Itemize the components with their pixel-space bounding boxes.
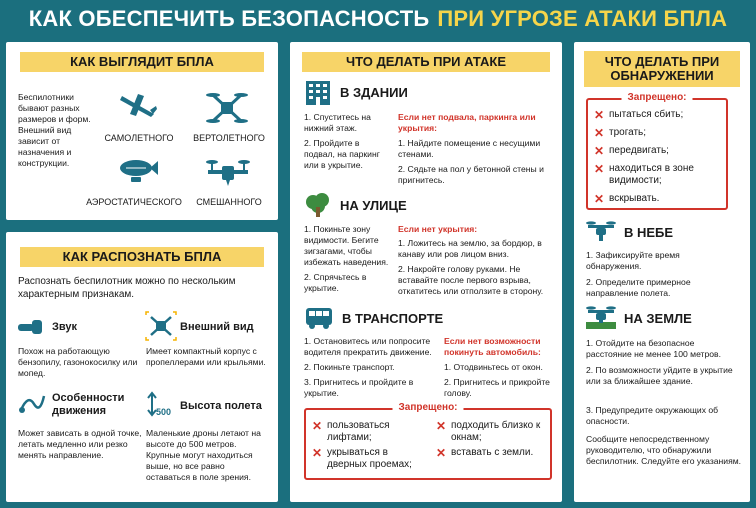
type-mixed: СМЕШАННОГО <box>196 197 262 207</box>
sound-text: Похож на работающую бензопилу, газонокосилку или мопед. <box>18 346 138 378</box>
building-step-1: 1. Спуститесь на нижний этаж. <box>304 112 371 133</box>
detect-forbidden-title: Запрещено: <box>621 92 692 103</box>
transport-title: В ТРАНСПОРТЕ <box>342 311 444 326</box>
cross-icon: ✕ <box>594 144 605 158</box>
detect-forbidden-item: ✕ трогать; <box>594 126 647 140</box>
detect-forbidden-item: ✕ передвигать; <box>594 144 669 158</box>
detect-header: ЧТО ДЕЛАТЬ ПРИ ОБНАРУЖЕНИИ <box>584 51 740 87</box>
building-alt-2: 2. Сядьте на пол у бетонной стены и пригнитесь. <box>398 164 544 185</box>
attack-forbidden-title: Запрещено: <box>392 402 463 413</box>
attack-forbidden-item: ✕ укрываться в дверных проемах; <box>312 446 412 470</box>
transport-alt-1: 1. Отодвиньтесь от окон. <box>444 362 543 372</box>
chainsaw-icon <box>18 317 44 337</box>
bus-icon <box>304 306 334 330</box>
detect-forbidden-item: ✕ вскрывать. <box>594 192 660 206</box>
sound-title: Звук <box>52 321 78 333</box>
transport-step-1: 1. Остановитесь или попросите водителя прекратить движение. <box>304 336 432 357</box>
transport-alt-2: 2. Пригнитесь и прикройте голову. <box>444 377 550 398</box>
street-step-2: 2. Спрячьтесь в укрытие. <box>304 272 367 293</box>
type-fixed-wing: САМОЛЕТНОГО <box>104 133 174 143</box>
ground-title: НА ЗЕМЛЕ <box>624 311 692 326</box>
recognize-intro: Распознать беспилотник можно по нескольким характерным признакам. <box>18 276 236 300</box>
title-yellow: ПРИ УГРОЗЕ АТАКИ БПЛА <box>437 6 728 31</box>
building-icon <box>304 79 332 105</box>
height-icon-value: 500 <box>156 407 172 417</box>
street-alt-2: 2. Накройте голову руками. Не вставайте после первого взрыва, откатитесь или отползите в сторону. <box>398 264 544 296</box>
building-title: В ЗДАНИИ <box>340 85 408 100</box>
hybrid-drone-icon <box>206 156 250 188</box>
ground-step-3: 3. Предупредите окружающих об опасности. <box>586 405 719 426</box>
page-title <box>0 0 756 38</box>
look-header: КАК ВЫГЛЯДИТ БПЛА <box>20 52 264 72</box>
detect-forbidden-item: ✕ пытаться сбить; <box>594 108 684 122</box>
cross-icon: ✕ <box>594 108 605 122</box>
cross-icon: ✕ <box>436 419 447 433</box>
type-helicopter: ВЕРТОЛЕТНОГО <box>193 133 265 143</box>
sky-drone-icon <box>586 220 616 242</box>
sky-title: В НЕБЕ <box>624 225 674 240</box>
cross-icon: ✕ <box>312 419 323 433</box>
ground-step-2: 2. По возможности уйдите в укрытие или за ближайшее здание. <box>586 365 733 386</box>
height-text: Маленькие дроны летают на высоте до 500 метров. Крупные могут находиться выше, но все равно оставаться в поле зрения. <box>146 428 261 482</box>
ground-step-1: 1. Отойдите на безопасное расстояние не менее 100 метров. <box>586 338 722 359</box>
cross-icon: ✕ <box>594 162 605 176</box>
attack-forbidden-item: ✕ пользоваться лифтами; <box>312 419 390 443</box>
movement-path-icon <box>18 392 46 414</box>
cross-icon: ✕ <box>594 192 605 206</box>
sky-step-2: 2. Определите примерное направление полета. <box>586 277 691 298</box>
street-step-1: 1. Покиньте зону видимости. Бегите зигзагами, чтобы избежать наведения. <box>304 224 389 267</box>
height-title: Высота полета <box>180 400 262 412</box>
building-alt-1: 1. Найдите помещение с несущими стенами. <box>398 138 541 159</box>
transport-step-2: 2. Покиньте транспорт. <box>304 362 395 372</box>
street-alt-1: 1. Ложитесь на землю, за бордюр, в канаву или ров лицом вниз. <box>398 238 542 259</box>
recognize-header: КАК РАСПОЗНАТЬ БПЛА <box>20 247 264 267</box>
street-alt-title: Если нет укрытия: <box>398 224 478 234</box>
building-step-2: 2. Пройдите в подвал, на паркинг или в укрытие. <box>304 138 380 170</box>
move-title: Особенности движения <box>52 392 125 417</box>
drone-appearance-icon <box>146 312 176 340</box>
quadcopter-icon <box>206 90 248 126</box>
detect-forbidden-item: ✕ находиться в зоне видимости; <box>594 162 694 186</box>
cross-icon: ✕ <box>594 126 605 140</box>
cross-icon: ✕ <box>436 446 447 460</box>
tree-icon <box>304 193 332 217</box>
attack-forbidden-item: ✕ вставать с земли. <box>436 446 534 460</box>
cross-icon: ✕ <box>312 446 323 460</box>
attack-header: ЧТО ДЕЛАТЬ ПРИ АТАКЕ <box>302 52 550 72</box>
look-title: Внешний вид <box>180 321 254 333</box>
ground-note: Сообщите непосредственному руководителю, что обнаружили беспилотник. Следуйте его указаниям. <box>586 434 742 466</box>
transport-alt-title: Если нет возможности покинуть автомобиль: <box>444 336 541 357</box>
fixed-wing-drone-icon <box>118 90 158 122</box>
look-text: Беспилотники бывают разных размеров и форм. Внешний вид зависит от назначения и конструкции. <box>18 92 91 168</box>
sky-step-1: 1. Зафиксируйте время обнаружения. <box>586 250 680 271</box>
attack-forbidden-item: ✕ подходить близко к окнам; <box>436 419 541 443</box>
building-alt-title: Если нет подвала, паркинга или укрытия: <box>398 112 536 133</box>
look-desc: Имеет компактный корпус с пропеллерами или крыльями. <box>146 346 266 367</box>
transport-step-3: 3. Пригнитесь и пройдите в укрытие. <box>304 377 414 398</box>
street-title: НА УЛИЦЕ <box>340 198 407 213</box>
airship-icon <box>118 158 158 184</box>
move-text: Может зависать в одной точке, летать медленно или резко менять направление. <box>18 428 142 460</box>
type-aerostatic: АЭРОСТАТИЧЕСКОГО <box>86 197 182 207</box>
ground-drone-icon <box>586 305 616 329</box>
title-white: КАК ОБЕСПЕЧИТЬ БЕЗОПАСНОСТЬ <box>28 6 430 31</box>
